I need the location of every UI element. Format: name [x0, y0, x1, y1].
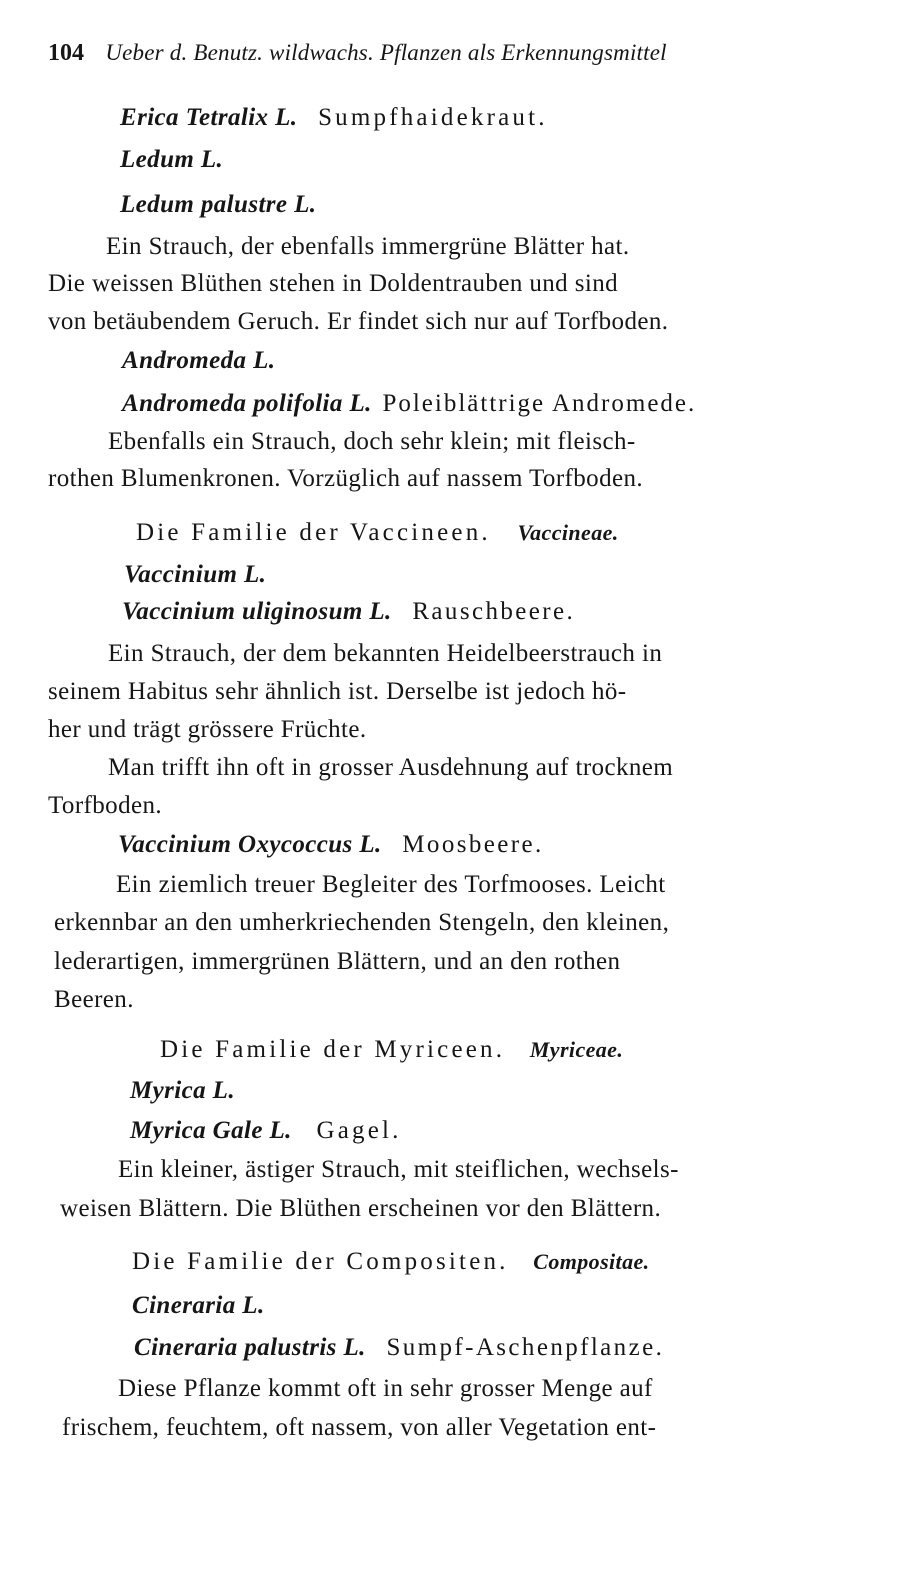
- family-name: Die Familie der Vaccineen.: [136, 519, 491, 546]
- species-german: Rauschbeere.: [412, 598, 576, 625]
- body-text-line: Diese Pflanze kommt oft in sehr grosser Menge auf: [118, 1375, 653, 1402]
- body-text-line: Ein Strauch, der dem bekannten Heidelbeerstrauch in: [108, 640, 663, 667]
- running-header: [48, 40, 848, 67]
- species-german: Sumpfhaidekraut.: [318, 104, 548, 131]
- species-heading: [122, 390, 696, 418]
- body-text-line: Ein ziemlich treuer Begleiter des Torfmooses. Leicht: [116, 871, 666, 898]
- family-heading: [132, 1248, 650, 1276]
- species-heading: Ledum palustre L.: [120, 191, 317, 218]
- genus-heading: Myrica L.: [130, 1077, 235, 1104]
- species-latin: Vaccinium uliginosum L.: [122, 598, 392, 625]
- species-heading: [120, 104, 548, 132]
- species-latin: Cineraria palustris L.: [134, 1334, 366, 1361]
- page-number: 104: [48, 40, 84, 66]
- genus-heading: Cineraria L.: [132, 1292, 265, 1319]
- body-text-line: von betäubendem Geruch. Er findet sich nur auf Torfboden.: [48, 308, 669, 335]
- family-name: Die Familie der Myriceen.: [160, 1036, 506, 1063]
- species-german: Gagel.: [316, 1117, 402, 1144]
- body-text-line: rothen Blumenkronen. Vorzüglich auf nassem Torfboden.: [48, 465, 644, 492]
- species-german: Moosbeere.: [402, 831, 544, 858]
- family-heading: [160, 1036, 623, 1064]
- species-heading: [122, 598, 575, 626]
- species-heading: [118, 831, 544, 859]
- body-text-line: Torfboden.: [48, 792, 163, 819]
- family-name: Die Familie der Compositen.: [132, 1248, 509, 1275]
- species-latin: Erica Tetralix L.: [120, 104, 298, 131]
- species-latin: Vaccinium Oxycoccus L.: [118, 831, 382, 858]
- family-latin: Compositae.: [533, 1249, 650, 1274]
- body-text-line: seinem Habitus sehr ähnlich ist. Derselbe ist jedoch hö-: [48, 678, 627, 705]
- species-german: Poleiblättrige Andromede.: [382, 390, 697, 417]
- genus-heading: Ledum L.: [120, 146, 224, 173]
- body-text-line: weisen Blättern. Die Blüthen erscheinen vor den Blättern.: [60, 1195, 662, 1222]
- body-text-line: Ein kleiner, ästiger Strauch, mit steiflichen, wechsels-: [118, 1156, 679, 1183]
- family-latin: Myriceae.: [529, 1037, 624, 1062]
- body-text-line: erkennbar an den umherkriechenden Stengeln, den kleinen,: [54, 909, 670, 936]
- body-text-line: Beeren.: [54, 986, 134, 1013]
- running-title: Ueber d. Benutz. wildwachs. Pflanzen als Erkennungsmittel: [105, 40, 667, 65]
- body-text-line: Ebenfalls ein Strauch, doch sehr klein; mit fleisch-: [108, 428, 636, 455]
- body-text-line: Die weissen Blüthen stehen in Doldentrauben und sind: [48, 270, 619, 297]
- body-text-line: Man trifft ihn oft in grosser Ausdehnung auf trocknem: [108, 754, 674, 781]
- species-latin: Andromeda polifolia L.: [122, 390, 372, 417]
- genus-heading: Andromeda L.: [122, 347, 276, 374]
- genus-heading: Vaccinium L.: [124, 561, 267, 588]
- family-latin: Vaccineae.: [517, 520, 619, 545]
- species-latin: Myrica Gale L.: [130, 1117, 292, 1144]
- body-text-line: her und trägt grössere Früchte.: [48, 716, 367, 743]
- family-heading: [136, 519, 619, 547]
- species-german: Sumpf-Aschenpflanze.: [386, 1334, 665, 1361]
- species-heading: [130, 1117, 402, 1145]
- body-text-line: frischem, feuchtem, oft nassem, von aller Vegetation ent-: [62, 1414, 657, 1441]
- body-text-line: Ein Strauch, der ebenfalls immergrüne Blätter hat.: [106, 233, 630, 260]
- species-heading: [134, 1334, 664, 1362]
- body-text-line: lederartigen, immergrünen Blättern, und an den rothen: [54, 948, 621, 975]
